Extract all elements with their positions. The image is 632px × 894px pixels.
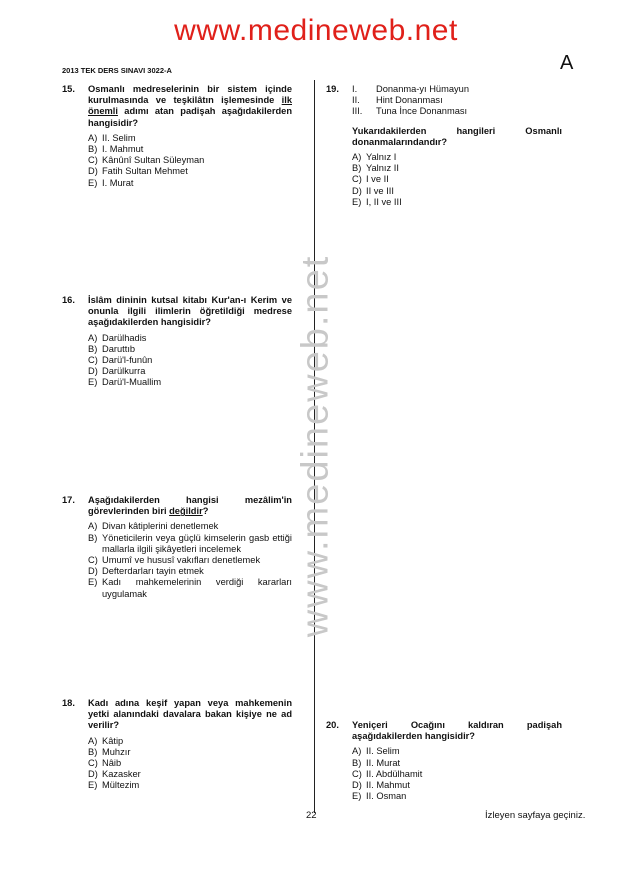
option-e[interactable]: E) II. Osman — [352, 791, 407, 802]
next-page-note: İzleyen sayfaya geçiniz. — [485, 810, 586, 821]
option-e[interactable]: E) Kadı mahkemelerinin verdiği kararları uygulamak — [88, 577, 292, 599]
question-16 — [62, 295, 292, 389]
statement-list — [352, 84, 562, 118]
option-b[interactable]: B) Yöneticilerin veya güçlü kimselerin gasb ettiği mallarla ilgili şikâyetleri incelemek — [88, 532, 292, 554]
question-number: 17. — [62, 495, 75, 505]
option-d[interactable]: D) Darülkurra — [88, 366, 146, 377]
option-c[interactable]: C) Nâib — [88, 758, 122, 769]
options-list — [62, 333, 292, 389]
option-b[interactable]: B) Muhzır — [88, 746, 131, 757]
question-18 — [62, 698, 292, 792]
option-b[interactable]: B) Daruttıb — [88, 343, 136, 354]
option-a[interactable]: A) II. Selim — [88, 132, 136, 143]
option-e[interactable]: E) I, II ve III — [352, 196, 402, 207]
option-d[interactable]: D) Fatih Sultan Mehmet — [88, 166, 188, 177]
question-number: 15. — [62, 84, 75, 94]
question-stem: Yeniçeri Ocağını kaldıran padişah aşağıdakilerden hangisidir? — [352, 720, 562, 742]
booklet-type: A — [560, 52, 574, 74]
options-list — [62, 736, 292, 792]
option-c[interactable]: C) I ve II — [352, 174, 389, 185]
question-19 — [326, 84, 562, 208]
statement-item: II. Hint Donanması — [352, 95, 443, 106]
statement-item: I. Donanma-yı Hümayun — [352, 84, 470, 94]
options-list — [62, 133, 292, 189]
question-number: 20. — [326, 720, 339, 730]
question-number: 18. — [62, 698, 75, 708]
question-stem: İslâm dininin kutsal kitabı Kur'an-ı Kerim ve onunla ilgili ilimlerin öğretildiği medrese aşağıdakilerden hangisidir? — [88, 295, 292, 328]
options-list — [326, 746, 562, 802]
option-a[interactable]: A) Darülhadis — [88, 332, 147, 343]
page-number: 22 — [306, 810, 317, 821]
option-a[interactable]: A) Yalnız I — [352, 152, 397, 163]
exam-header: 2013 TEK DERS SINAVI 3022-A — [62, 66, 172, 75]
option-e[interactable]: E) Mültezim — [88, 780, 140, 791]
option-c[interactable]: C) Umumî ve hususî vakıfları denetlemek — [88, 555, 261, 566]
option-b[interactable]: B) II. Murat — [352, 757, 401, 768]
watermark: www.medineweb.net — [294, 254, 337, 638]
question-stem: Osmanlı medreselerinin bir sistem içinde kurulmasında ve teşkilâtın işlemesinde ilk önemli adımı atan padişah aşağıdakilerden hangisidir? — [88, 84, 292, 128]
options-list — [326, 152, 562, 208]
options-list — [62, 521, 292, 599]
question-stem: Kadı adına keşif yapan veya mahkemenin yetki alanındaki davalara bakan kişiye ne ad verilir? — [88, 698, 292, 731]
statement-item: III. Tuna İnce Donanması — [352, 106, 468, 117]
option-e[interactable]: E) Darü'l-Muallim — [88, 377, 162, 388]
option-c[interactable]: C) II. Abdülhamit — [352, 768, 423, 779]
question-number: 16. — [62, 295, 75, 305]
option-d[interactable]: D) II ve III — [352, 185, 394, 196]
option-c[interactable]: C) Darü'l-funûn — [88, 355, 153, 366]
option-d[interactable]: D) Kazasker — [88, 769, 141, 780]
option-e[interactable]: E) I. Murat — [88, 177, 134, 188]
question-17 — [62, 495, 292, 600]
option-c[interactable]: C) Kânûnî Sultan Süleyman — [88, 155, 205, 166]
question-20 — [326, 720, 562, 802]
site-banner: www.medineweb.net — [174, 14, 458, 47]
question-stem: Yukarıdakilerden hangileri Osmanlı donanmalarındandır? — [352, 125, 562, 147]
option-a[interactable]: A) II. Selim — [352, 746, 400, 757]
option-d[interactable]: D) II. Mahmut — [352, 780, 410, 791]
question-15 — [62, 84, 292, 189]
option-b[interactable]: B) I. Mahmut — [88, 144, 144, 155]
question-stem: Aşağıdakilerden hangisi mezâlim'in görevlerinden biri değildir? — [88, 495, 292, 517]
option-a[interactable]: A) Divan kâtiplerini denetlemek — [88, 521, 219, 532]
question-number: 19. — [326, 84, 339, 94]
option-a[interactable]: A) Kâtip — [88, 735, 124, 746]
option-d[interactable]: D) Defterdarları tayin etmek — [88, 566, 204, 577]
option-b[interactable]: B) Yalnız II — [352, 163, 399, 174]
